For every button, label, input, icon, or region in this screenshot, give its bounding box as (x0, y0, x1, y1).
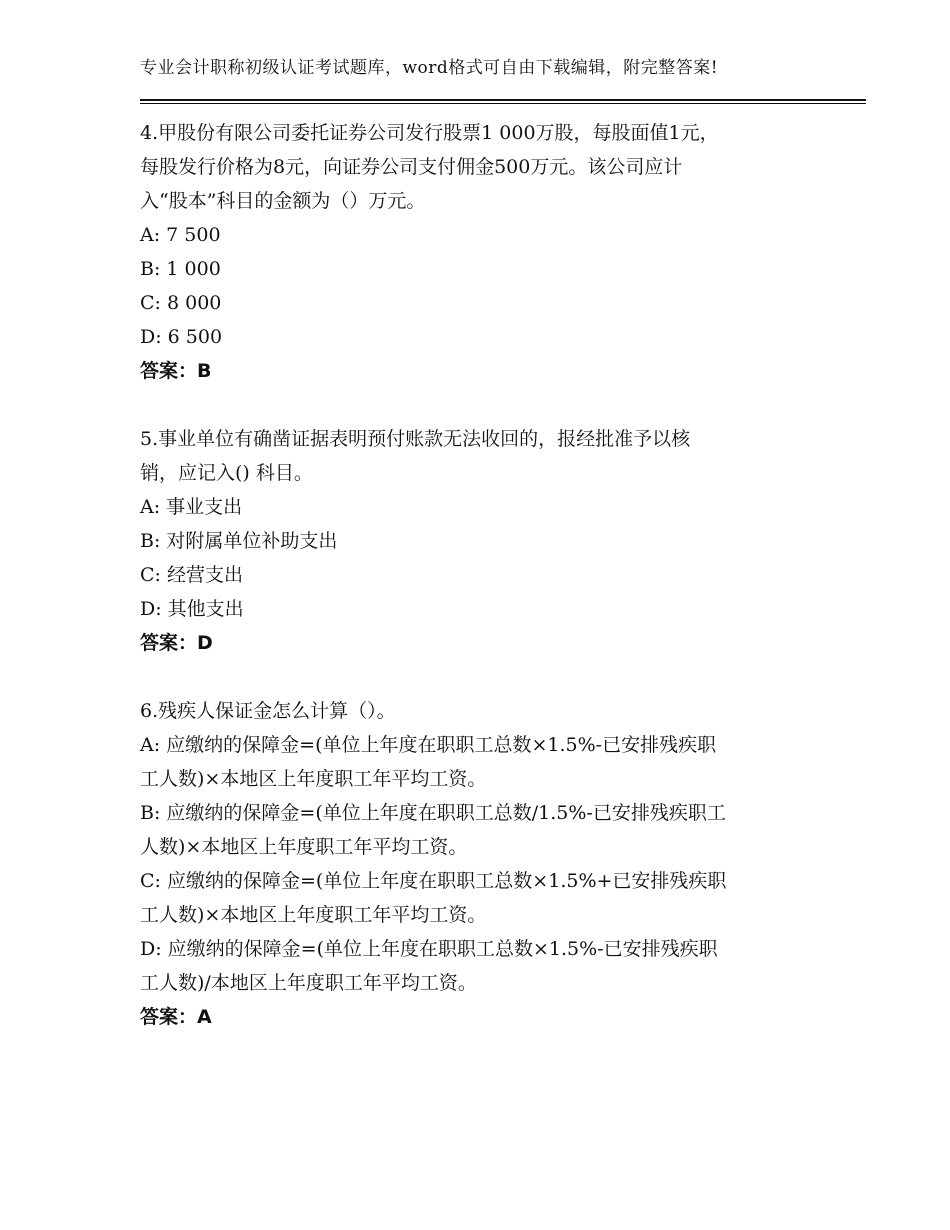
question-text-line: 销，应记入() 科目。 (140, 462, 313, 484)
question-number: 4. (140, 122, 159, 144)
option-b-cont: 人数)×本地区上年度职工年平均工资。 (140, 836, 468, 858)
question-text-line: 6.残疾人保证金怎么计算（）。 (140, 700, 396, 722)
question-6 (140, 694, 840, 1034)
question-text-line: 5.事业单位有确凿证据表明预付账款无法收回的，报经批准予以核 (140, 428, 691, 450)
option-d-cont: 工人数)/本地区上年度职工年平均工资。 (140, 972, 477, 994)
question-number: 5. (140, 428, 159, 450)
option-c: C: 应缴纳的保障金=(单位上年度在职职工总数×1.5%+已安排残疾职 (140, 870, 727, 892)
question-text-line: 入“股本”科目的金额为（）万元。 (140, 190, 426, 212)
option-b: B: 1 000 (140, 258, 221, 280)
question-text-line: 每股发行价格为8元，向证券公司支付佣金500万元。该公司应计 (140, 156, 683, 178)
option-d: D: 应缴纳的保障金=(单位上年度在职职工总数×1.5%-已安排残疾职 (140, 938, 718, 960)
option-b: B: 应缴纳的保障金=(单位上年度在职职工总数/1.5%-已安排残疾职工 (140, 802, 726, 824)
question-5 (140, 422, 840, 660)
option-c: C: 8 000 (140, 292, 222, 314)
page-header: 专业会计职称初级认证考试题库，word格式可自由下载编辑，附完整答案! (140, 58, 719, 78)
option-d: D: 其他支出 (140, 598, 244, 620)
question-list (140, 116, 840, 1068)
header-rule-thin (140, 103, 866, 104)
option-b: B: 对附属单位补助支出 (140, 530, 338, 552)
question-4 (140, 116, 840, 388)
answer-label: 答案：B (140, 360, 212, 382)
option-a-cont: 工人数)×本地区上年度职工年平均工资。 (140, 768, 487, 790)
option-d: D: 6 500 (140, 326, 223, 348)
option-c: C: 经营支出 (140, 564, 243, 586)
option-a: A: 应缴纳的保障金=(单位上年度在职职工总数×1.5%-已安排残疾职 (140, 734, 717, 756)
option-a: A: 7 500 (140, 224, 221, 246)
header-rule-thick (140, 99, 866, 101)
question-text-line: 4.甲股份有限公司委托证券公司发行股票1 000万股，每股面值1元， (140, 122, 719, 144)
option-c-cont: 工人数)×本地区上年度职工年平均工资。 (140, 904, 487, 926)
question-number: 6. (140, 700, 159, 722)
option-a: A: 事业支出 (140, 496, 243, 518)
answer-label: 答案：D (140, 632, 213, 654)
answer-label: 答案：A (140, 1006, 212, 1028)
